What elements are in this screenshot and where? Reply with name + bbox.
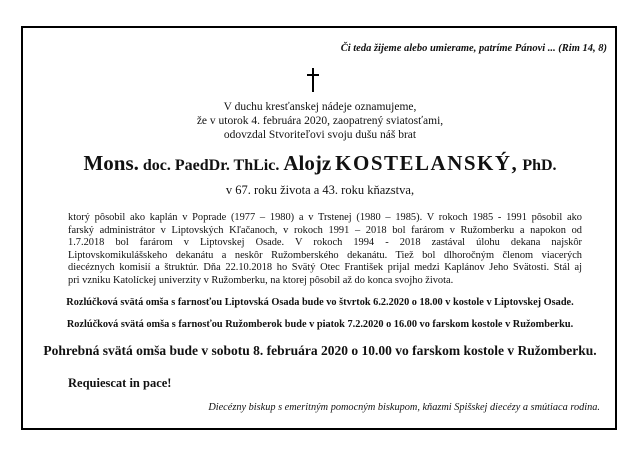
- bio-line: pri vzniku Katolíckej univerzity v Ružomberku, na ktorej pôsobil až do konca svojho života.: [68, 274, 454, 286]
- funeral-mass: Pohrebná svätá omša bude v sobotu 8. februára 2020 o 10.00 vo farskom kostole v Ružomberku.: [43, 343, 597, 358]
- bio-line: ktorý pôsobil ako kaplán v Poprade (1977 – 1980) a v Trstenej (1980 – 1985). V rokoch 1985 - 1991 pôsobil ako: [68, 212, 582, 223]
- intro-line: V duchu kresťanskej nádeje oznamujeme,: [223, 101, 417, 113]
- farewell-mass-liptovska-osada: Rozlúčková svätá omša s farnosťou Liptovská Osada bude vo štvrtok 6.2.2020 o 18.00 v kostole v Liptovskej Osade.: [66, 297, 574, 308]
- name-surname: KOSTELANSKÝ,: [335, 151, 519, 175]
- bio-line: Liptovskomikulášskeho dekanátu a neskôr Ružomberského dekanátu. Tiež bol dlhoročným členom viacerých: [68, 249, 582, 261]
- deceased-name: [0, 152, 640, 177]
- intro-line: odovzdal Stvoriteľovi svoju dušu náš brat: [223, 129, 417, 141]
- name-prefix-mons: Mons.: [83, 151, 139, 175]
- announcement-intro: [0, 100, 640, 142]
- name-given: Alojz: [283, 151, 332, 175]
- intro-line: že v utorok 4. februára 2020, zaopatrený sviatosťami,: [196, 115, 444, 127]
- bio-line: 1.7.2018 bol farárom v Liptovskej Osade. V rokoch 1994 - 2018 zastával úlohu dekana najskôr: [68, 237, 582, 249]
- biography: [68, 212, 582, 288]
- name-academic-titles: doc. PaedDr. ThLic.: [142, 157, 280, 174]
- bible-motto: Či teda žijeme alebo umierame, patríme Pánovi ... (Rim 14, 8): [340, 43, 607, 54]
- requiescat: Requiescat in pace!: [68, 376, 172, 390]
- name-suffix: PhD.: [522, 157, 557, 174]
- farewell-mass-ruzomberok: Rozlúčková svätá omša s farnosťou Ružomberok bude v piatok 7.2.2020 o 16.00 vo farskom kostole v Ružomberku.: [66, 319, 574, 330]
- latin-cross-icon: [303, 68, 323, 94]
- bio-line: diecéznych komisií a štruktúr. Dňa 22.10.2018 ho Svätý Otec František prijal medzi Kaplánov Jeho Svätosti. Stál aj: [68, 262, 582, 274]
- bio-line: farský administrátor v Liptovských Kľačanoch, v rokoch 1991 – 2018 bol farárom v Ružomberku a napokon od: [68, 224, 582, 236]
- mourners-signature: Diecézny biskup s emeritným pomocným biskupom, kňazmi Spišskej diecézy a smútiaca rodina.: [208, 402, 600, 413]
- age-line: v 67. roku života a 43. roku kňazstva,: [225, 183, 415, 197]
